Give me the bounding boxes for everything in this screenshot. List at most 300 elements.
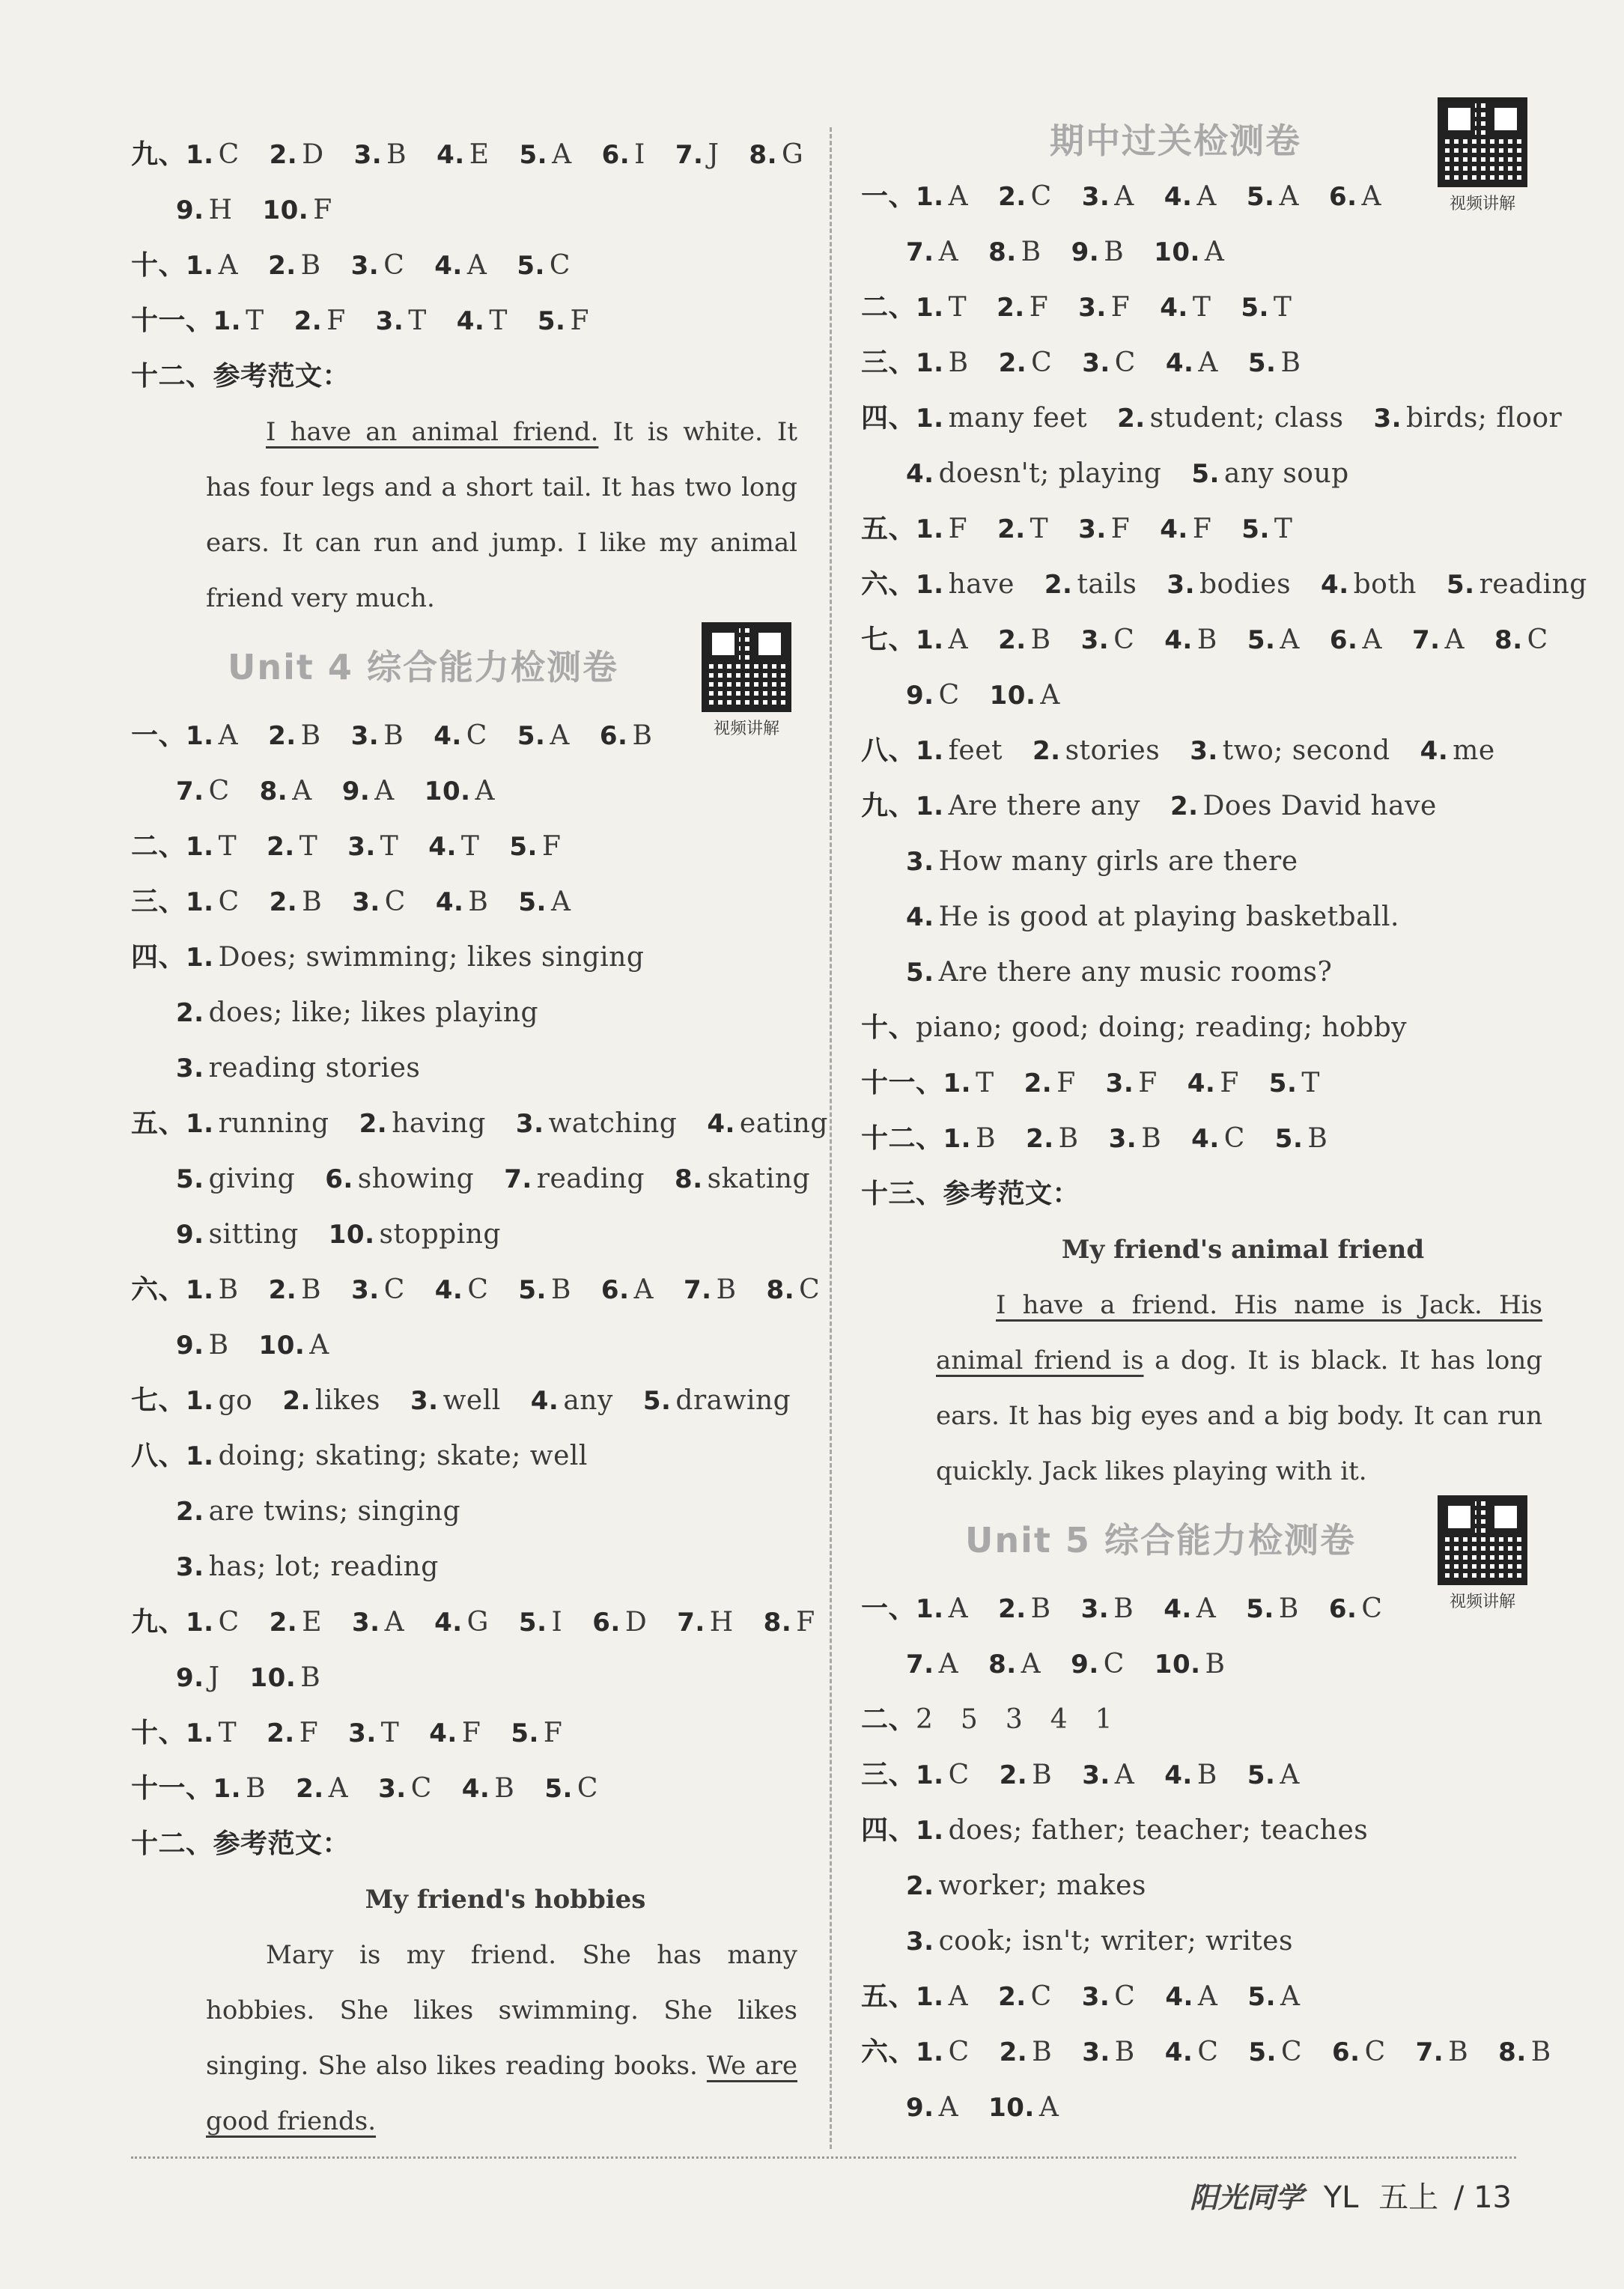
answer-item — [998, 1969, 1052, 2025]
answer-item — [1160, 502, 1211, 557]
footer — [1190, 2168, 1512, 2228]
answer-item — [916, 1581, 968, 1637]
qr-code-icon[interactable] — [702, 622, 791, 712]
item-number: 3. — [410, 1386, 439, 1416]
item-number: 4. — [530, 1386, 559, 1416]
item-number: 10. — [328, 1220, 375, 1250]
answer-item — [425, 764, 495, 819]
answer-item — [538, 294, 589, 349]
item-answer: showing — [357, 1164, 475, 1194]
item-answer: A — [1114, 1760, 1135, 1790]
item-answer: A — [948, 1981, 969, 2012]
item-answer: B — [1280, 347, 1301, 378]
answer-item — [267, 1706, 318, 1761]
item-number: 4. — [456, 306, 485, 336]
answer-item — [1269, 1056, 1320, 1111]
item-answer: are twins; singing — [208, 1496, 460, 1527]
answer-item — [436, 875, 489, 930]
qr-code-icon[interactable] — [1438, 1495, 1527, 1585]
item-answer: T — [460, 831, 480, 862]
item-answer: B — [1196, 1760, 1217, 1790]
item-number: 1. — [186, 832, 214, 862]
item-answer: doing; skating; skate; well — [218, 1441, 588, 1471]
page-number: / 13 — [1453, 2180, 1512, 2215]
answer-item — [1106, 1056, 1158, 1111]
item-answer: B — [386, 139, 407, 170]
item-number: 10. — [1154, 237, 1200, 267]
item-number: 4. — [434, 251, 463, 281]
answer-item — [186, 819, 237, 875]
item-answer: B — [300, 1662, 321, 1693]
item-answer: B — [1196, 624, 1217, 655]
item-number: 1. — [186, 1109, 214, 1139]
answer-row — [861, 1803, 1550, 1858]
item-number: 3. — [1081, 182, 1110, 212]
answer-item — [176, 1152, 295, 1207]
answer-item — [429, 1706, 481, 1761]
item-answer: B — [1032, 1760, 1053, 1790]
item-number: 4. — [461, 1774, 490, 1804]
item-answer: reading stories — [208, 1053, 421, 1083]
answer-item — [1241, 502, 1292, 557]
answer-item — [1165, 1969, 1217, 2025]
answer-item — [906, 1858, 1146, 1914]
item-answer: running — [218, 1108, 329, 1139]
answer-item — [1082, 2025, 1135, 2080]
answer-item — [602, 127, 645, 183]
unit4-heading-row — [131, 626, 805, 738]
item-answer: A — [948, 1593, 969, 1624]
item-number: 2. — [1033, 736, 1061, 766]
item-answer: have — [948, 569, 1015, 600]
item-answer: He is good at playing basketball. — [938, 902, 1399, 932]
answer-item — [1191, 1111, 1245, 1167]
answer-item — [457, 294, 508, 349]
item-number: 2. — [1024, 1068, 1053, 1098]
item-answer: B — [302, 887, 323, 917]
item-answer: A — [1198, 347, 1218, 378]
essay-text: It is white. It has four legs and a short tail. It has two long ears. It can run and jump. I like my animal friend very much. — [206, 417, 797, 613]
section-number: 三、 — [861, 1760, 916, 1790]
section-number: 四、 — [861, 1815, 916, 1846]
item-answer: F — [796, 1607, 815, 1638]
qr-label: 视频讲解 — [1449, 195, 1515, 213]
answer-item — [906, 1637, 958, 1692]
item-answer: stories — [1065, 735, 1161, 766]
answer-row — [861, 2025, 1550, 2080]
item-number: 1. — [916, 182, 944, 212]
answer-item — [520, 127, 572, 183]
item-answer: A — [1196, 181, 1217, 212]
item-answer: A — [633, 1274, 654, 1305]
item-answer: B — [301, 1274, 322, 1305]
item-number: 9. — [176, 195, 204, 225]
item-answer: A — [1040, 680, 1060, 711]
answer-item — [1332, 2025, 1386, 2080]
item-answer: C — [577, 1773, 598, 1804]
item-number: 8. — [749, 140, 777, 170]
midterm-heading-row — [861, 112, 1550, 213]
section-number: 十、 — [131, 1718, 186, 1748]
item-number: 4. — [1164, 2037, 1193, 2067]
answer-item — [943, 1056, 994, 1111]
item-number: 2. — [998, 1982, 1027, 2012]
item-number: 2. — [268, 1275, 297, 1305]
essay-underlined: I have a friend. His name is Jack. His animal friend is — [936, 1290, 1542, 1375]
answer-item — [1166, 335, 1218, 391]
section-number: 八、 — [131, 1441, 186, 1471]
item-answer: B — [494, 1773, 515, 1804]
answer-item — [213, 294, 264, 349]
answer-row — [861, 335, 1550, 391]
item-answer: A — [466, 250, 487, 281]
item-answer: watching — [548, 1108, 678, 1139]
item-answer: B — [1030, 1593, 1051, 1624]
answer-item — [282, 1373, 380, 1429]
item-answer: B — [300, 250, 321, 281]
item-answer: G — [781, 139, 804, 170]
answer-row — [131, 238, 805, 294]
item-answer: student; class — [1149, 403, 1344, 434]
item-number: 2. — [268, 721, 296, 751]
right-block-1 — [861, 169, 1587, 1167]
item-answer: C — [948, 2037, 970, 2067]
section-number: 三、 — [861, 347, 916, 378]
item-number: 1. — [916, 293, 944, 323]
answer-item — [749, 127, 803, 183]
item-number: 8. — [1494, 625, 1523, 655]
item-answer: F — [543, 1718, 563, 1748]
answer-item — [260, 764, 312, 819]
answer-row — [861, 1056, 1550, 1111]
answer-item — [186, 238, 238, 294]
answer-item — [916, 723, 1003, 779]
answer-item — [186, 1373, 252, 1429]
answer-item — [1275, 1111, 1328, 1167]
item-answer: A — [309, 1330, 329, 1361]
item-number: 3. — [1081, 1982, 1110, 2012]
answer-item — [1170, 779, 1437, 834]
item-answer: A — [1038, 2092, 1059, 2123]
answer-item — [998, 612, 1051, 668]
item-number: 2. — [998, 348, 1027, 378]
item-answer: A — [938, 2092, 959, 2123]
answer-item — [176, 1207, 299, 1262]
left-column — [131, 127, 828, 2149]
item-answer: B — [218, 1274, 239, 1305]
item-answer: F — [570, 305, 589, 336]
answer-item — [176, 1484, 460, 1539]
answer-item — [1160, 280, 1211, 335]
item-number: 2. — [282, 1386, 311, 1416]
item-answer: reading — [536, 1164, 645, 1194]
item-number: 5. — [518, 1608, 547, 1638]
item-number: 5. — [518, 887, 547, 917]
item-number: 10. — [989, 681, 1036, 711]
answer-row — [131, 1706, 805, 1761]
answer-item — [1164, 1748, 1217, 1803]
item-number: 2. — [997, 293, 1025, 323]
section-number: 五、 — [131, 1108, 186, 1139]
item-number: 5. — [1447, 570, 1475, 600]
answer-row — [861, 1111, 1550, 1167]
item-answer: G — [466, 1607, 489, 1638]
item-number: 3. — [352, 1608, 380, 1638]
item-answer: does; father; teacher; teaches — [948, 1815, 1369, 1846]
answer-item — [296, 1761, 348, 1817]
section-number: 二、 — [131, 831, 186, 862]
item-answer: Are there any music rooms? — [938, 957, 1333, 988]
item-answer: C — [1364, 2037, 1386, 2067]
answer-row — [861, 668, 1550, 723]
answer-item — [267, 819, 317, 875]
item-number: 4. — [1164, 1594, 1192, 1624]
item-answer: C — [549, 250, 571, 281]
item-number: 7. — [1411, 625, 1441, 655]
answer-item — [916, 557, 1015, 612]
answer-item — [1329, 169, 1381, 225]
answer-item — [997, 280, 1048, 335]
answer-item — [516, 1096, 677, 1152]
item-number: 1. — [916, 404, 944, 434]
essay-text: Mary is my friend. She has many hobbies. She likes swimming. She likes singing. She also likes reading books. — [206, 1940, 797, 2081]
item-answer: A — [550, 720, 570, 751]
item-answer: C — [1030, 1981, 1052, 2012]
item-number: 7. — [504, 1164, 532, 1194]
item-number: 1. — [943, 1124, 972, 1154]
item-number: 5. — [1241, 514, 1270, 544]
item-number: 4. — [435, 887, 464, 917]
item-number: 3. — [1167, 570, 1195, 600]
item-answer: A — [218, 720, 239, 751]
item-answer: C — [938, 680, 960, 711]
item-number: 7. — [906, 1650, 934, 1679]
item-number: 1. — [186, 140, 214, 170]
answer-item — [428, 819, 479, 875]
item-answer: B — [300, 720, 321, 751]
item-answer: F — [948, 514, 968, 544]
answer-item — [600, 708, 653, 764]
answer-item — [176, 764, 230, 819]
item-answer: C — [1280, 2037, 1302, 2067]
answer-item — [1329, 1581, 1383, 1637]
item-answer: worker; makes — [938, 1870, 1146, 1901]
item-number: 8. — [259, 776, 288, 806]
item-answer: T — [380, 831, 399, 862]
item-number: 7. — [1415, 2037, 1444, 2067]
item-answer: piano; good; doing; reading; hobby — [916, 1012, 1408, 1043]
answer-item — [1165, 2025, 1219, 2080]
section-number: 六、 — [861, 2037, 916, 2067]
item-number: 3. — [1082, 1760, 1110, 1790]
qr-label: 视频讲解 — [713, 720, 779, 738]
item-number: 1. — [916, 1760, 944, 1790]
midterm-title: 期中过关检测卷 — [1050, 121, 1301, 161]
answer-item — [262, 183, 332, 238]
item-answer: A — [1197, 1981, 1218, 2012]
item-answer: C — [383, 1274, 405, 1305]
answer-item — [1191, 446, 1348, 502]
item-number: 5. — [1246, 1594, 1274, 1624]
answer-item — [378, 1761, 432, 1817]
answer-row — [131, 1262, 821, 1318]
answer-row — [131, 930, 805, 985]
answer-row — [861, 723, 1550, 779]
item-number: 1. — [213, 306, 242, 336]
item-number: 5. — [1274, 1124, 1304, 1154]
answer-item — [916, 502, 967, 557]
item-number: 4. — [1321, 570, 1349, 600]
answer-item — [376, 294, 427, 349]
item-answer: T — [976, 1068, 994, 1098]
section-number: 一、 — [861, 181, 916, 212]
answer-item — [186, 1096, 329, 1152]
item-answer: F — [541, 831, 562, 862]
item-answer: having — [392, 1108, 486, 1139]
essay-label: 十三、参考范文： — [861, 1179, 1080, 1209]
answer-item — [1155, 1637, 1226, 1692]
item-number: 1. — [916, 1594, 944, 1624]
item-number: 1. — [916, 1816, 944, 1846]
item-number: 2. — [998, 1594, 1027, 1624]
item-number: 3. — [906, 1927, 934, 1957]
answer-item — [269, 1262, 322, 1318]
item-number: 6. — [1331, 2037, 1360, 2067]
answer-item — [916, 779, 1140, 834]
left-block-2 — [131, 708, 828, 1817]
item-number: 8. — [988, 1650, 1017, 1679]
answer-item — [294, 294, 346, 349]
answer-item — [186, 1429, 588, 1484]
answer-item — [270, 875, 323, 930]
answer-item — [176, 1650, 220, 1706]
item-number: 4. — [1191, 1124, 1220, 1154]
answer-item — [268, 708, 321, 764]
item-answer: feet — [948, 735, 1003, 766]
item-answer: C — [384, 887, 406, 917]
answer-item — [1247, 1748, 1300, 1803]
item-number: 3. — [1078, 293, 1107, 323]
answer-row — [861, 280, 1550, 335]
answer-item — [342, 764, 395, 819]
essay-underlined: I have an animal friend. — [266, 417, 599, 447]
answer-item — [176, 1318, 229, 1373]
item-answer: tails — [1077, 569, 1137, 600]
answer-item — [1044, 557, 1137, 612]
answer-item — [988, 1637, 1041, 1692]
edition: YL — [1323, 2180, 1359, 2215]
item-answer: both — [1353, 569, 1417, 600]
item-number: 2. — [269, 1608, 298, 1638]
qr-code-icon[interactable] — [1438, 97, 1527, 187]
item-answer: does; like; likes playing — [208, 997, 539, 1028]
answer-item — [1412, 612, 1465, 668]
answer-item — [186, 875, 240, 930]
answer-item — [707, 1096, 828, 1152]
item-answer: F — [313, 195, 332, 225]
item-answer: C — [1527, 624, 1548, 655]
answer-item — [906, 225, 958, 280]
answer-row — [861, 1969, 1550, 2025]
item-number: 3. — [350, 721, 380, 751]
answer-item — [1498, 2025, 1551, 2080]
right-block-2 — [861, 1581, 1550, 2136]
item-number: 5. — [1241, 293, 1269, 323]
answer-row — [131, 1484, 805, 1539]
unit5-heading-row — [861, 1499, 1550, 1611]
answer-item — [462, 1761, 515, 1817]
qr-label: 视频讲解 — [1449, 1593, 1515, 1611]
item-answer: go — [218, 1385, 253, 1416]
item-answer: I — [551, 1607, 563, 1638]
answer-item — [1082, 335, 1136, 391]
item-number: 6. — [599, 721, 628, 751]
item-answer: T — [380, 1718, 400, 1748]
item-answer: C — [1197, 2037, 1219, 2067]
item-answer: C — [1113, 624, 1135, 655]
item-number: 1. — [186, 251, 214, 281]
item-number: 3. — [1190, 736, 1218, 766]
answer-item — [916, 1000, 1407, 1056]
item-answer: A — [1279, 181, 1299, 212]
item-answer: stopping — [379, 1219, 501, 1250]
item-number: 4. — [1187, 1068, 1216, 1098]
item-number: 3. — [375, 306, 404, 336]
item-answer: giving — [208, 1164, 296, 1194]
item-number: 8. — [988, 237, 1017, 267]
item-number: 4. — [1165, 348, 1194, 378]
item-number: 2. — [1117, 404, 1146, 434]
section-number: 九、 — [861, 791, 916, 821]
answer-row — [861, 890, 1550, 945]
item-answer: J — [208, 1662, 220, 1693]
model-essay-1 — [131, 404, 805, 626]
item-number: 6. — [1328, 182, 1357, 212]
answer-row — [861, 446, 1550, 502]
item-number: 7. — [683, 1275, 712, 1305]
section-number: 一、 — [131, 720, 186, 751]
item-answer: reading — [1479, 569, 1587, 600]
item-number: 2. — [1170, 791, 1199, 821]
item-answer: C — [1103, 1649, 1125, 1679]
answer-row — [861, 1748, 1550, 1803]
item-number: 6. — [600, 1275, 630, 1305]
item-answer: B — [208, 1330, 229, 1361]
item-answer: How many girls are there — [938, 846, 1298, 877]
essay-title: My friend's hobbies — [365, 1885, 646, 1915]
item-answer: doesn't; playing — [938, 458, 1162, 489]
answer-item — [1117, 391, 1343, 446]
item-number: 1. — [186, 887, 214, 917]
answer-row — [131, 1761, 805, 1817]
item-number: 1. — [186, 1441, 214, 1471]
item-number: 3. — [347, 832, 376, 862]
item-answer: A — [1361, 181, 1382, 212]
item-answer: T — [246, 305, 264, 336]
item-number: 2. — [1026, 1124, 1054, 1154]
item-number: 2. — [269, 887, 298, 917]
item-answer: any — [563, 1385, 613, 1416]
essay-title: My friend's animal friend — [1061, 1235, 1425, 1265]
item-number: 1. — [186, 1718, 214, 1748]
answer-item — [176, 183, 232, 238]
answer-item — [352, 1595, 404, 1650]
item-number: 5. — [642, 1386, 672, 1416]
item-answer: B — [1021, 237, 1041, 267]
answer-item — [186, 1706, 237, 1761]
answer-item — [359, 1096, 486, 1152]
item-answer: C — [1031, 347, 1053, 378]
